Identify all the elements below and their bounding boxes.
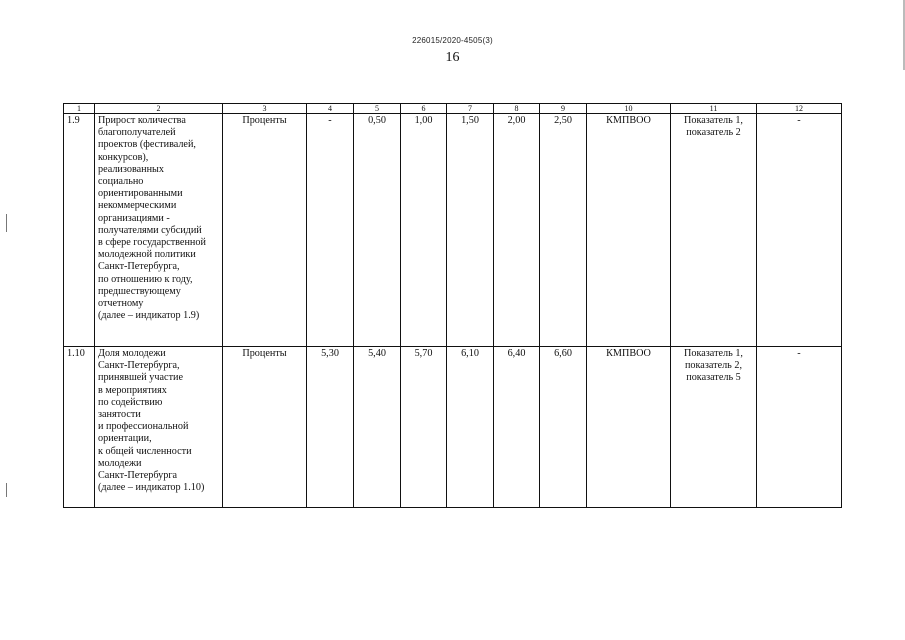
- row-number: 1.10: [64, 347, 95, 508]
- name-line: Санкт-Петербурга,: [98, 360, 180, 372]
- name-line: принявшей участие: [98, 372, 183, 384]
- scan-edge-mark: [6, 214, 7, 232]
- name-line: Санкт-Петербурга,: [98, 261, 180, 273]
- value-cell: 2,50: [540, 114, 587, 347]
- column-header: 4: [307, 104, 354, 114]
- name-line: реализованных: [98, 163, 164, 175]
- note-cell: -: [757, 347, 842, 508]
- indicator-line: показатель 2: [686, 127, 741, 139]
- column-header: 1: [64, 104, 95, 114]
- page-number: 16: [445, 50, 460, 65]
- note-cell: -: [757, 114, 842, 347]
- unit-cell: Проценты: [223, 114, 307, 347]
- name-line: молодежной политики: [98, 249, 196, 261]
- name-line: некоммерческими: [98, 200, 177, 212]
- value-cell: 5,70: [401, 347, 447, 508]
- name-line: занятости: [98, 409, 141, 421]
- value-cell: 6,40: [494, 347, 540, 508]
- value-cell: 1,00: [401, 114, 447, 347]
- name-line: по отношению к году,: [98, 273, 193, 285]
- name-line: конкурсов),: [98, 151, 149, 163]
- name-line: организациями -: [98, 212, 170, 224]
- indicators-table: [63, 103, 842, 508]
- name-line: социально: [98, 176, 144, 188]
- name-line: к общей численности: [98, 445, 192, 457]
- indicator-line: показатель 5: [686, 372, 741, 384]
- name-line: ориентированными: [98, 188, 183, 200]
- indicator-line: Показатель 1,: [684, 348, 743, 359]
- name-line: (далее – индикатор 1.9): [98, 310, 200, 322]
- table-row: [64, 114, 842, 347]
- column-header: 9: [540, 104, 587, 114]
- column-header: 2: [95, 104, 223, 114]
- name-line: и профессиональной: [98, 421, 189, 433]
- name-line: в мероприятиях: [98, 384, 167, 396]
- column-header: 6: [401, 104, 447, 114]
- responsible-cell: КМПВОО: [587, 347, 671, 508]
- name-line: благополучателей: [98, 127, 176, 139]
- column-header: 11: [671, 104, 757, 114]
- linked-indicators-cell: [671, 114, 757, 347]
- name-line: предшествующему: [98, 285, 181, 297]
- linked-indicators-cell: [671, 347, 757, 508]
- name-line: в сфере государственной: [98, 237, 206, 249]
- column-header: 7: [447, 104, 494, 114]
- responsible-cell: КМПВОО: [587, 114, 671, 347]
- indicator-line: Показатель 1,: [684, 115, 743, 126]
- value-cell: 6,10: [447, 347, 494, 508]
- value-cell: -: [307, 114, 354, 347]
- column-header: 5: [354, 104, 401, 114]
- column-number-row: [64, 104, 842, 114]
- column-header: 10: [587, 104, 671, 114]
- column-header: 12: [757, 104, 842, 114]
- indicator-name: [95, 114, 223, 347]
- name-line: ориентации,: [98, 433, 152, 445]
- column-header: 8: [494, 104, 540, 114]
- unit-cell: Проценты: [223, 347, 307, 508]
- indicator-line: показатель 2,: [684, 360, 743, 372]
- document-id: 226015/2020-4505(3): [412, 36, 493, 45]
- value-cell: 2,00: [494, 114, 540, 347]
- name-line: Санкт-Петербурга: [98, 470, 178, 482]
- name-line: Прирост количества: [98, 115, 186, 126]
- value-cell: 5,40: [354, 347, 401, 508]
- value-cell: 1,50: [447, 114, 494, 347]
- value-cell: 0,50: [354, 114, 401, 347]
- name-line: по содействию: [98, 396, 163, 408]
- name-line: отчетному: [98, 298, 144, 310]
- value-cell: 6,60: [540, 347, 587, 508]
- value-cell: 5,30: [307, 347, 354, 508]
- name-line: (далее – индикатор 1.10): [98, 482, 205, 494]
- name-line: получателями субсидий: [98, 224, 202, 236]
- name-line: проектов (фестивалей,: [98, 139, 196, 151]
- table-row: [64, 347, 842, 508]
- name-line: молодежи: [98, 457, 142, 469]
- name-line: Доля молодежи: [98, 348, 166, 359]
- scan-edge-mark: [6, 483, 7, 497]
- column-header: 3: [223, 104, 307, 114]
- indicator-name: [95, 347, 223, 508]
- row-number: 1.9: [64, 114, 95, 347]
